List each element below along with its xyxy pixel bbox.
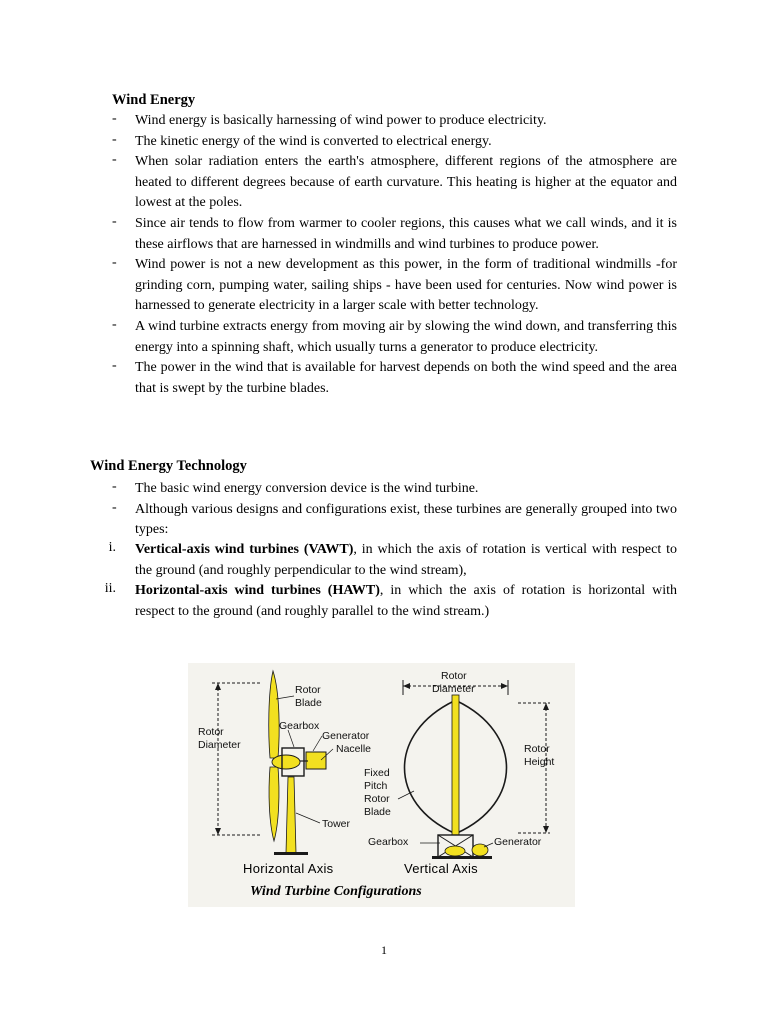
list-item — [0, 132, 768, 153]
roman-numeral: i. — [108, 540, 116, 555]
type-description: , in which the axis of rotation is horizontal with respect to the ground (and roughly parallel to the wind stream.) — [135, 583, 678, 619]
turbine-diagram — [188, 663, 575, 907]
bullet-dash: - — [112, 255, 117, 271]
list-item — [0, 214, 768, 255]
section-heading-wind-energy-technology: Wind Energy Technology — [90, 458, 247, 474]
horizontal-axis-turbine — [198, 671, 371, 855]
bullet-dash: - — [112, 499, 117, 515]
bullet-dash: - — [112, 213, 117, 229]
list-item — [0, 540, 768, 581]
list-item — [0, 111, 768, 132]
bullet-dash: - — [112, 152, 117, 168]
list-item — [0, 479, 768, 500]
rotor-hub — [272, 755, 300, 769]
caption-horizontal-axis: Horizontal Axis — [243, 861, 334, 876]
label-tower: Tower — [322, 818, 351, 830]
bullet-dash: - — [112, 111, 117, 126]
label-rotor-height: Height — [524, 756, 555, 768]
tower — [286, 777, 296, 853]
bullet-dash: - — [112, 131, 117, 147]
bullet-text: Although various designs and configurations exist, these turbines are generally grouped into two types: — [135, 501, 677, 538]
generator-box — [306, 752, 326, 769]
bullet-text: Wind energy is basically harnessing of wind power to produce electricity. — [135, 113, 547, 128]
bullet-text: When solar radiation enters the earth's atmosphere, different regions of the atmosphere are heated to different degrees because of earth curvature. This heating is higher at the equator and lowest at the poles. — [135, 154, 677, 211]
label-rotor-diameter: Rotor — [441, 670, 467, 682]
blade-left — [405, 701, 455, 833]
bullet-text: The power in the wind that is available for harvest depends on both the wind speed and the area that is swept by the turbine blades. — [135, 360, 677, 396]
label-fixed-pitch-rotor-blade: Rotor — [364, 793, 390, 805]
rotor-blade-upper — [269, 671, 279, 758]
list-item — [0, 255, 768, 317]
rotor-blade-lower — [269, 767, 279, 841]
bullet-text: The kinetic energy of the wind is converted to electrical energy. — [135, 133, 492, 149]
list-item — [0, 581, 768, 622]
wind-turbine-configurations-figure — [188, 663, 575, 907]
label-generator: Generator — [322, 730, 370, 742]
label-nacelle: Nacelle — [336, 743, 372, 755]
list-item — [0, 358, 768, 399]
section-heading-wind-energy: Wind Energy — [112, 92, 196, 108]
type-term: Horizontal-axis wind turbines (HAWT) — [135, 583, 380, 599]
label-fixed-pitch-rotor-blade: Blade — [364, 806, 391, 818]
figure-title: Wind Turbine Configurations — [250, 884, 422, 899]
bullet-dash: - — [112, 358, 117, 374]
roman-numeral: ii. — [104, 581, 116, 597]
bullet-text: A wind turbine extracts energy from moving air by slowing the wind down, and transferring this energy into a spinning shaft, which usually turns a generator to produce electricity. — [135, 318, 677, 355]
label-gearbox: Gearbox — [368, 836, 409, 848]
label-rotor-diameter: Diameter — [432, 683, 475, 695]
wind-energy-bullet-list — [0, 111, 768, 399]
bullet-dash: - — [112, 316, 117, 332]
type-term: Vertical-axis wind turbines (VAWT) — [135, 542, 354, 557]
page-number: 1 — [381, 943, 387, 957]
blade-right — [457, 701, 507, 833]
label-rotor-height: Rotor — [524, 743, 550, 755]
caption-vertical-axis: Vertical Axis — [404, 861, 478, 876]
technology-bullet-list — [0, 479, 768, 541]
generator-unit — [472, 844, 488, 856]
vertical-axis-turbine — [364, 670, 554, 859]
bullet-text: The basic wind energy conversion device is the wind turbine. — [135, 481, 479, 496]
label-gearbox: Gearbox — [279, 720, 320, 732]
label-rotor-diameter: Diameter — [198, 739, 241, 751]
type-text — [135, 540, 677, 581]
bullet-text: Wind power is not a new development as this power, in the form of traditional windmills -for grinding corn, pumping water, sailing ships - have been used for centuries. Now wind power is harnessed to generate electricity in a larger scale with better technology. — [135, 257, 677, 314]
type-description: , in which the axis of rotation is vertical with respect to the ground (and roughly perpendicular to the wind stream), — [135, 542, 678, 578]
label-rotor-blade: Rotor — [295, 684, 321, 696]
label-generator: Generator — [494, 836, 542, 848]
label-fixed-pitch-rotor-blade: Pitch — [364, 780, 388, 792]
label-fixed-pitch-rotor-blade: Fixed — [364, 767, 390, 779]
list-item — [0, 152, 768, 214]
type-text — [135, 581, 677, 622]
bullet-text: Since air tends to flow from warmer to cooler regions, this causes what we call winds, and it is these airflows that are harnessed in windmills and wind turbines to produce power. — [135, 215, 677, 252]
turbine-types-list — [0, 540, 768, 622]
bullet-dash: - — [112, 479, 117, 494]
label-rotor-diameter: Rotor — [198, 726, 224, 738]
label-rotor-blade: Blade — [295, 697, 322, 709]
vertical-shaft — [452, 695, 459, 835]
list-item — [0, 317, 768, 358]
list-item — [0, 500, 768, 541]
